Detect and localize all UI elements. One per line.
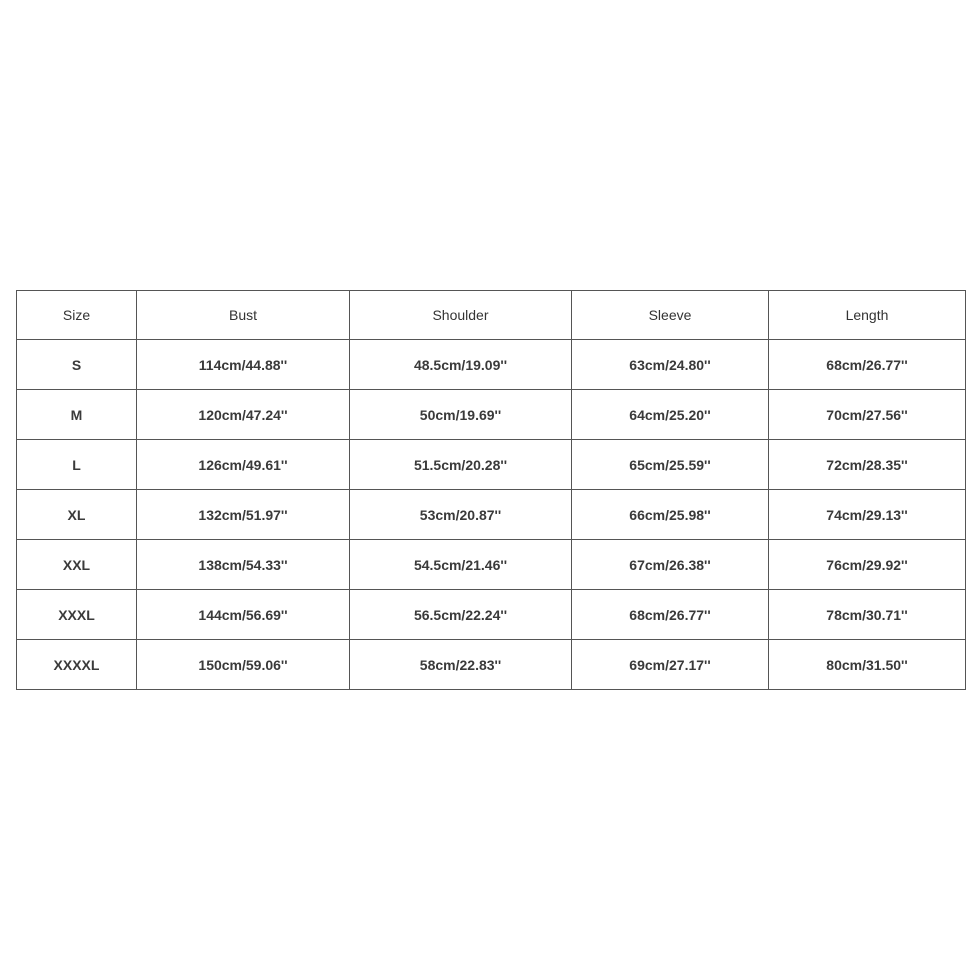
cell-bust: 144cm/56.69'' [137,590,350,640]
table-row [17,340,966,390]
table-row [17,390,966,440]
table-row [17,540,966,590]
cell-length: 76cm/29.92'' [769,540,966,590]
cell-bust: 126cm/49.61'' [137,440,350,490]
cell-length: 68cm/26.77'' [769,340,966,390]
cell-bust: 150cm/59.06'' [137,640,350,690]
cell-bust: 138cm/54.33'' [137,540,350,590]
cell-sleeve: 64cm/25.20'' [572,390,769,440]
header-shoulder: Shoulder [350,291,572,340]
table-row [17,490,966,540]
cell-size: XXXL [17,590,137,640]
cell-shoulder: 51.5cm/20.28'' [350,440,572,490]
size-chart-table [16,290,966,690]
cell-size: L [17,440,137,490]
cell-sleeve: 68cm/26.77'' [572,590,769,640]
cell-sleeve: 69cm/27.17'' [572,640,769,690]
cell-shoulder: 56.5cm/22.24'' [350,590,572,640]
cell-bust: 132cm/51.97'' [137,490,350,540]
table-row [17,590,966,640]
header-sleeve: Sleeve [572,291,769,340]
cell-sleeve: 66cm/25.98'' [572,490,769,540]
header-bust: Bust [137,291,350,340]
cell-bust: 120cm/47.24'' [137,390,350,440]
cell-shoulder: 53cm/20.87'' [350,490,572,540]
cell-length: 74cm/29.13'' [769,490,966,540]
cell-size: XL [17,490,137,540]
cell-shoulder: 54.5cm/21.46'' [350,540,572,590]
cell-sleeve: 67cm/26.38'' [572,540,769,590]
cell-length: 80cm/31.50'' [769,640,966,690]
cell-size: M [17,390,137,440]
header-size: Size [17,291,137,340]
cell-length: 70cm/27.56'' [769,390,966,440]
header-row [17,291,966,340]
cell-bust: 114cm/44.88'' [137,340,350,390]
cell-sleeve: 63cm/24.80'' [572,340,769,390]
cell-length: 78cm/30.71'' [769,590,966,640]
cell-size: XXL [17,540,137,590]
cell-sleeve: 65cm/25.59'' [572,440,769,490]
cell-shoulder: 50cm/19.69'' [350,390,572,440]
cell-shoulder: 58cm/22.83'' [350,640,572,690]
cell-size: XXXXL [17,640,137,690]
table-row [17,440,966,490]
header-length: Length [769,291,966,340]
cell-size: S [17,340,137,390]
table-row [17,640,966,690]
cell-shoulder: 48.5cm/19.09'' [350,340,572,390]
cell-length: 72cm/28.35'' [769,440,966,490]
